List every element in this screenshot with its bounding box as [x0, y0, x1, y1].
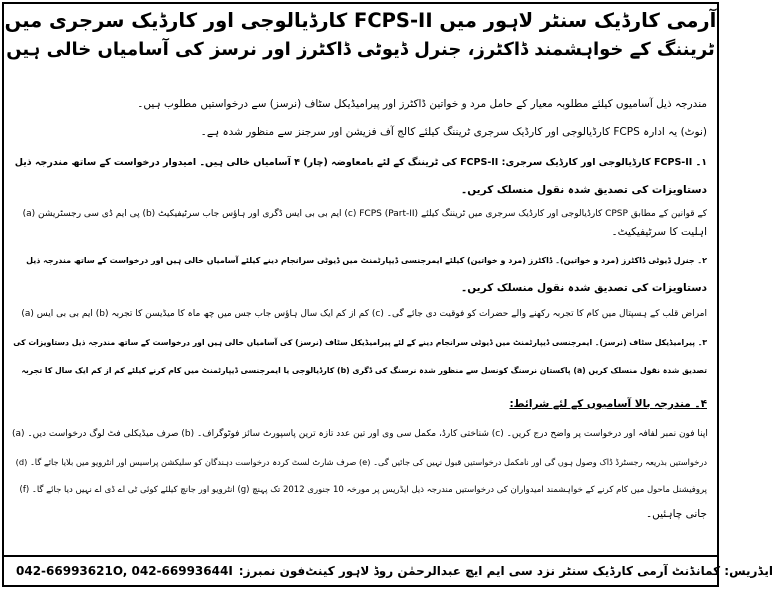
section-4-heading: ۴۔ مندرجہ بالا آسامیوں کے لئے شرائط: [509, 398, 707, 410]
job-advertisement [2, 2, 773, 587]
section-2-requirements: (a) ایم بی بی ایس (b) کم از کم ایک سال ہاؤس جاب جس میں چھ ماہ کا میڈیسن کا تجربہ (c) امراض قلب کے ہسپتال میں کام کا تجربہ رکھنے والے حضرات کو فوقیت دی جائے گی۔ [21, 309, 707, 319]
section-1-requirements: (a) پی ایم ڈی سی رجسٹریشن (b) ایم بی بی ایس ڈگری اور ہاؤس جاب سرٹیفیکیٹ (c) FCPS (Part-II) کارڈیالوجی اور کارڈیک سرجری میں ٹریننگ کیلئے CPSP کے قوانین کے مطابق [22, 209, 707, 219]
section-1-requirements-cont: اہلیت کا سرٹیفیکیٹ۔ [611, 226, 707, 238]
address-text: ایڈریس: کمانڈنٹ آرمی کارڈیک سنٹر نزد سی ایم ایچ عبدالرحمٰن روڈ لاہور کینٹ [305, 564, 773, 578]
conditions-line-2: (d) صرف شارٹ لسٹ کردہ درخواست دہندگان کو سلیکشن پراسیس اور انٹرویو میں بلایا جائے گا۔ (e) درخواستیں بذریعہ رجسٹرڈ ڈاک وصول ہوں گی اور نامکمل درخواستیں قبول نہیں کی جائیں گی۔ [15, 457, 707, 467]
conditions-line-4: جانی چاہئیں۔ [645, 508, 707, 520]
section-2-documents-intro: دستاویزات کی تصدیق شدہ نقول منسلک کریں۔ [461, 282, 707, 294]
note-text: (نوٹ) یہ ادارہ FCPS کارڈیالوجی اور کارڈیک سرجری ٹریننگ کیلئے کالج آف فزیشن اور سرجنز سے منظور شدہ ہے۔ [200, 126, 707, 138]
conditions-line-1: (a) صرف میڈیکلی فٹ لوگ درخواست دیں۔ (b) شناختی کارڈ، مکمل سی وی اور تین عدد تازہ ترین پاسپورٹ سائز فوٹوگراف۔ (c) اپنا فون نمبر لفافہ اور درخواست پر واضح درج کریں۔ [12, 429, 708, 439]
section-2-text: ۲۔ جنرل ڈیوٹی ڈاکٹرز (مرد و خواتین)۔ ڈاکٹرز (مرد و خواتین) کیلئے ایمرجنسی ڈیپارٹمنٹ میں ڈیوٹی سرانجام دینے کیلئے آسامیاں خالی ہیں اور درخواست کے ساتھ مندرجہ ذیل [26, 256, 707, 265]
section-1-documents-intro: دستاویزات کی تصدیق شدہ نقول منسلک کریں۔ [461, 184, 707, 196]
contact-footer [4, 555, 773, 585]
headline-line-1: آرمی کارڈیک سنٹر لاہور میں FCPS-II کارڈیالوجی اور کارڈیک سرجری میں [4, 9, 717, 32]
phone-label: فون نمبرز: [238, 564, 306, 578]
section-1-text: ۱۔ FCPS-II کارڈیالوجی اور کارڈیک سرجری: FCPS-II کی ٹریننگ کے لئے بامعاوضہ (چار) ۴ آسامیاں خالی ہیں۔ امیدوار درخواست کے ساتھ مندرجہ ذیل [14, 157, 707, 168]
headline-line-2: ٹریننگ کے خواہشمند ڈاکٹرز، جنرل ڈیوٹی ڈاکٹرز اور نرسز کی آسامیاں خالی ہیں [6, 39, 715, 60]
section-3-text: ۳۔ پیرامیڈیکل سٹاف (نرسز)۔ ایمرجنسی ڈیپارٹمنٹ میں ڈیوٹی سرانجام دینے کے لئے پیرامیڈیکل سٹاف (نرسز) کی آسامیاں خالی ہیں اور درخواست کے ساتھ مندرجہ ذیل دستاویزات کی [13, 338, 707, 347]
conditions-line-3: (f) انٹرویو اور جانچ کیلئے کوئی ٹی اے ڈی اے نہیں دیا جائے گا۔ (g) پروفیشنل ماحول میں کام کرنے کے خواہشمند امیدواران کی درخواستیں مندرجہ ذیل ایڈریس پر مورخہ 10 جنوری 2012 تک پہنچ [19, 485, 707, 495]
section-3-requirements: تصدیق شدہ نقول منسلک کریں (a) پاکستان نرسنگ کونسل سے منظور شدہ نرسنگ کی ڈگری (b) کارڈیالوجی یا ایمرجنسی ڈیپارٹمنٹ میں کام کرنے کیلئے کم از کم ایک سال کا تجربہ [21, 366, 707, 375]
intro-text: مندرجہ ذیل آسامیوں کیلئے مطلوبہ معیار کے حامل مرد و خواتین ڈاکٹرز اور پیرامیڈیکل سٹاف (نرسز) سے درخواستیں مطلوب ہیں۔ [137, 98, 707, 110]
phone-numbers: 042-66993621O, 042-66993644I [16, 564, 233, 578]
